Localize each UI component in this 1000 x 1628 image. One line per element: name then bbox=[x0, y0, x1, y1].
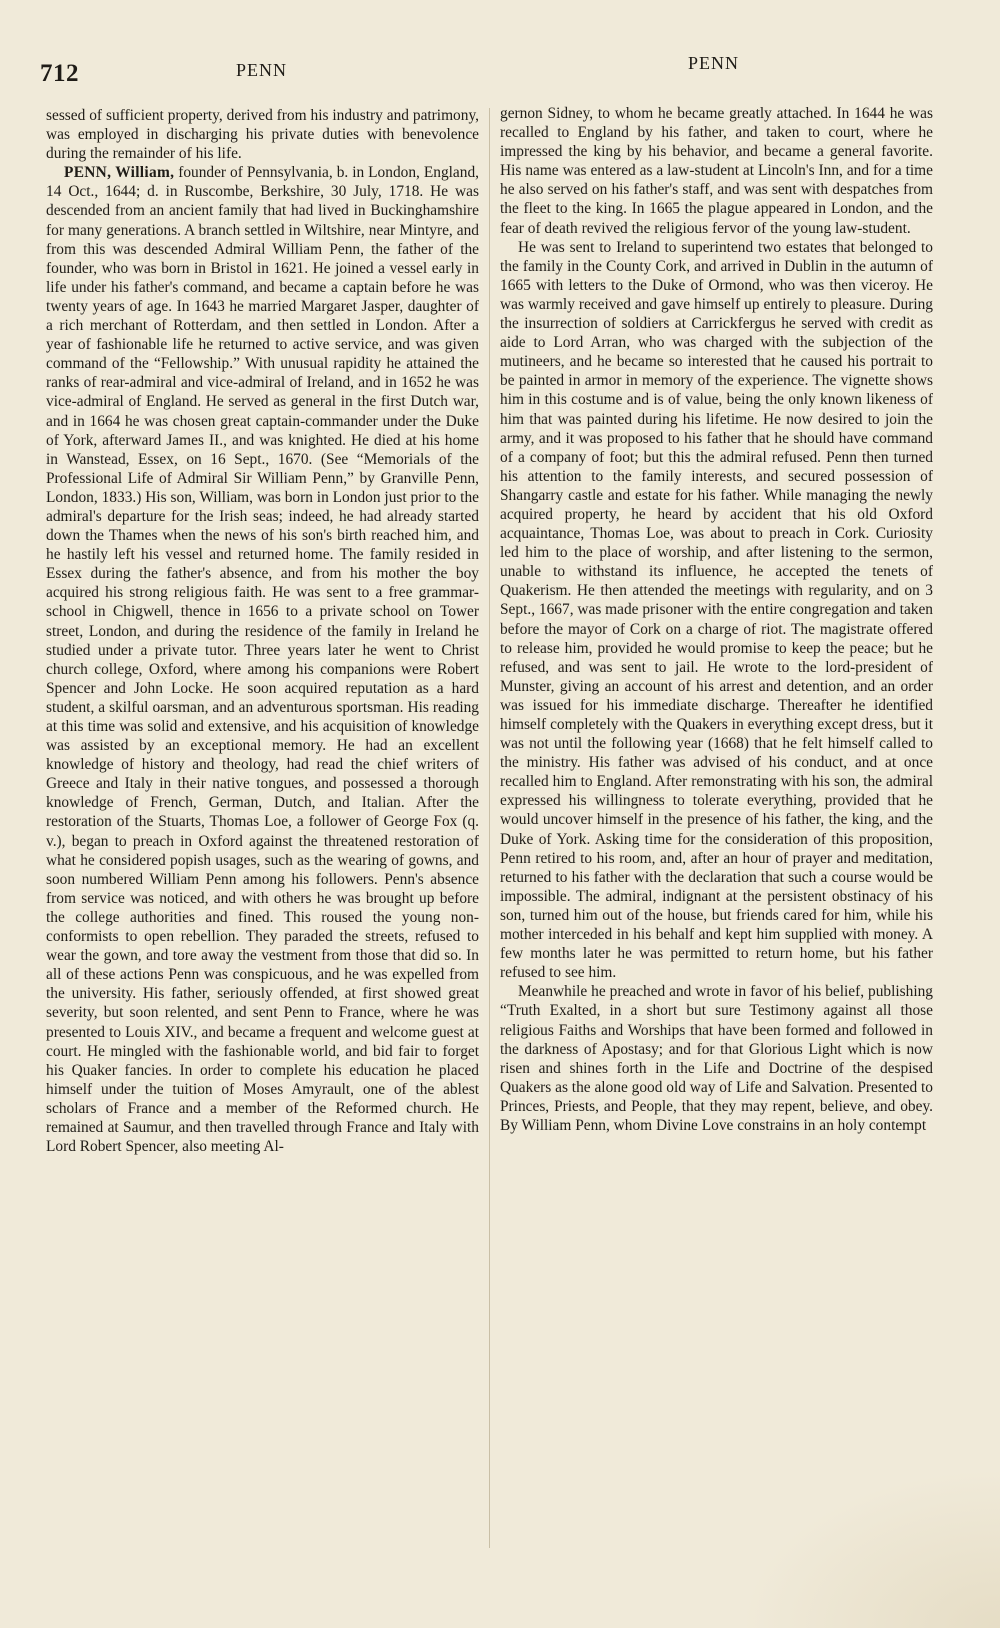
left-column bbox=[46, 106, 479, 1556]
running-head-left: PENN bbox=[236, 60, 288, 80]
page-number: 712 bbox=[40, 60, 79, 87]
paragraph: Meanwhile he preached and wrote in favor of his belief, publishing “Truth Exalted, in a short but sure Testimony against all those religious Faiths and Worships that have been formed and followed in the darkness of Apostasy; and for that Glorious Light which is now risen and shines forth in the Life and Doctrine of the despised Quakers as the alone good old way of Life and Salvation. Presented to Princes, Priests, and People, that they may repent, believe, and obey. By William Penn, whom Divine Love constrains in an holy contempt bbox=[500, 983, 933, 1134]
paragraph-continued: gernon Sidney, to whom he became greatly attached. In 1644 he was recalled to England by his father, and taken to court, where he impressed the king by his behavior, and became a general favorite. His name was entered as a law-student at Lincoln's Inn, and for a time he also served on his father's staff, and was sent with despatches from the fleet to the king. In 1665 the plague appeared in London, and the fear of death revived the religious fervor of the young law-student. bbox=[500, 105, 933, 237]
entry-headword: PENN, William, bbox=[64, 164, 175, 182]
paragraph-continued: sessed of sufficient property, derived from his industry and patrimony, was employed in discharging his private duties with benevolence during the remainder of his life. bbox=[46, 107, 479, 163]
running-head-right: PENN bbox=[688, 53, 740, 73]
page-header bbox=[0, 50, 1000, 90]
column-divider bbox=[489, 108, 490, 1548]
right-column bbox=[500, 104, 933, 1554]
entry-penn-william bbox=[46, 163, 479, 1156]
entry-body: founder of Pennsylvania, b. in London, England, 14 Oct., 1644; d. in Ruscombe, Berkshire, 30 July, 1718. He was descended from an ancient family that had lived in Buckinghamshire for many generations. A branch settled in Wiltshire, near Mintyre, and from this was descended Admiral William Penn, the father of the founder, who was born in Bristol in 1621. He joined a vessel early in life under his father's command, and became a captain before he was twenty years of age. In 1643 he married Margaret Jasper, daughter of a rich merchant of Rotterdam, and then settled in London. After a year of fashionable life he returned to active service, and was given command of the “Fellowship.” With unusual rapidity he attained the ranks of rear-admiral and vice-admiral of Ireland, and in 1652 he was vice-admiral of England. He served as general in the first Dutch war, and in 1664 he was chosen great captain-commander under the Duke of York, afterward James II., and was knighted. He died at his home in Wanstead, Essex, on 16 Sept., 1670. (See “Memorials of the Professional Life of Admiral Sir William Penn,” by Granville Penn, London, 1833.) His son, William, was born in London just prior to the admiral's departure for the Irish seas; indeed, he had already started down the Thames when the news of his son's birth reached him, and he hastily left his vessel and returned home. The family resided in Essex during the father's absence, and from his mother the boy acquired his strong religious faith. He was sent to a free grammar-school in Chigwell, thence in 1656 to a private school on Tower street, London, and during the residence of the family in Ireland he studied under a private tutor. Three years later he went to Christ church college, Oxford, where among his companions were Robert Spencer and John Locke. He soon acquired reputation as a hard student, a skilful oarsman, and an adventurous sportsman. His reading at this time was solid and extensive, and his acquisition of knowledge was assisted by an exceptional memory. He had an excellent knowledge of history and theology, had read the chief writers of Greece and Italy in their native tongues, and possessed a thorough knowledge of French, German, Dutch, and Italian. After the restoration of the Stuarts, Thomas Loe, a follower of George Fox (q. v.), began to preach in Oxford against the threatened restoration of what he considered popish usages, such as the wearing of gowns, and soon numbered William Penn among his followers. Penn's absence from service was noticed, and with others he was brought up before the college authorities and fined. This roused the young non-conformists to open rebellion. They paraded the streets, refused to wear the gown, and tore away the vestment from those that did so. In all of these actions Penn was conspicuous, and he was expelled from the university. His father, seriously offended, at first showed great severity, but soon relented, and sent Penn to France, where he was presented to Louis XIV., and became a frequent and welcome guest at court. He mingled with the fashionable world, and bid fair to forget his Quaker fancies. In order to complete his education he placed himself under the tuition of Moses Amyrault, one of the ablest scholars of France and a member of the Reformed church. He remained at Saumur, and then travelled through France and Italy with Lord Robert Spencer, also meeting Al- bbox=[46, 164, 479, 1156]
paragraph: He was sent to Ireland to superintend two estates that belonged to the family in the County Cork, and arrived in Dublin in the autumn of 1665 with letters to the Duke of Ormond, who was then viceroy. He was warmly received and gave himself up entirely to pleasure. During the insurrection of soldiers at Carrickfergus he served with credit as aide to Lord Arran, who was charged with the subjection of the mutineers, and he became so interested that he caused his portrait to be painted in armor in memory of the experience. The vignette shows him in this costume and is of value, being the only known likeness of him that was painted during his lifetime. He now desired to join the army, and it was proposed to his father that he should have command of a company of foot; but this the admiral refused. Penn then turned his attention to the family interests, and secured possession of Shangarry castle and estate for his father. While managing the newly acquired property, he heard by accident that his old Oxford acquaintance, Thomas Loe, was about to preach in Cork. Curiosity led him to the place of worship, and after listening to the sermon, unable to withstand its influence, he accepted the tenets of Quakerism. He then attended the meetings with regularity, and on 3 Sept., 1667, was made prisoner with the entire congregation and taken before the mayor of Cork on a charge of riot. The magistrate offered to release him, provided he would promise to keep the peace; but he refused, and was sent to jail. He wrote to the lord-president of Munster, giving an account of his arrest and detention, and an order was issued for his immediate discharge. Thereafter he identified himself completely with the Quakers in everything except dress, but it was not until the following year (1668) that he felt himself called to the ministry. His father was advised of his conduct, and at once recalled him to England. After remonstrating with his son, the admiral expressed his willingness to tolerate everything, provided that he would uncover himself in the presence of his father, the king, and the Duke of York. Asking time for the consideration of this proposition, Penn retired to his room, and, after an hour of prayer and meditation, returned to his father with the declaration that such a course would be impossible. The admiral, indignant at the persistent obstinacy of his son, turned him out of the house, but friends cared for him, while his mother interceded in his behalf and kept him supplied with money. A few months later he was permitted to return home, but his father refused to see him. bbox=[500, 238, 933, 982]
